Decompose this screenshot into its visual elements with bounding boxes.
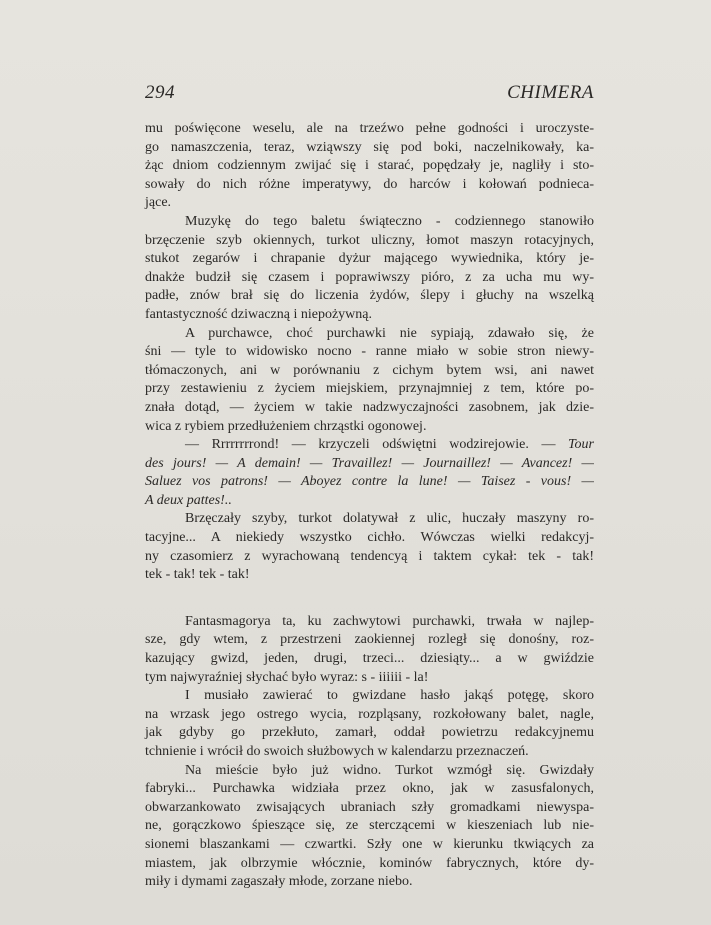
text-line: tym najwyraźniej słychać było wyraz: s - iiiiii - la! [145, 669, 429, 685]
text-line: A purchawce, choć purchawki nie sypiają, zdawało się, że [185, 325, 594, 341]
text-line [145, 436, 594, 455]
paragraph [145, 120, 594, 213]
paragraph [145, 687, 594, 761]
text-line: fabryki... Purchawka widziała przez okno, jak w zasusfalonych, [145, 781, 594, 797]
text-line: Muzykę do tego baletu świąteczno - codziennego stanowiło [185, 213, 594, 229]
dialogue-text: — Rrrrrrrrond! — krzyczeli odświętni wodzirejowie. — [185, 437, 556, 453]
text-line: Saluez vos patrons! — Aboyez contre la lune! — Taisez - vous! — [145, 474, 594, 490]
body-text [145, 120, 594, 892]
text-line: brzęczenie szyb okiennych, turkot uliczny, łomot maszyn rotacyjnych, [145, 232, 594, 248]
text-line: Fantasmagorya ta, ku zachwytowi purchawki, trwała w najlep- [185, 613, 594, 629]
text-line: go namaszczenia, teraz, wziąwszy się pod boki, naczelnikowały, ka- [145, 139, 594, 155]
paragraph [145, 325, 594, 437]
text-line: tchnienie i wrócił do swoich służbowych w kalendarzu przeznaczeń. [145, 744, 529, 759]
dialogue-italic: Tour [568, 437, 594, 453]
text-line: des jours! — A demain! — Travaillez! — Journaillez! — Avancez! — [145, 455, 594, 471]
text-line: padłe, znów brał się do liczenia żydów, ślepy i głuchy na wszelką [145, 288, 594, 304]
text-line: jak gdyby go przekłuto, zamarł, oddał powietrzu redakcyjnemu [145, 725, 594, 741]
text-line: mu poświęcone weselu, ale na trzeźwo pełne godności i uroczyste- [145, 121, 594, 136]
page-number: 294 [145, 82, 175, 103]
paragraph [145, 510, 594, 584]
running-title: CHIMERA [507, 82, 594, 103]
paragraph [145, 613, 594, 687]
text-line: żąc dniom codziennym zwijać się i starać, popędzały je, nagliły i sto- [145, 158, 594, 174]
page-header [145, 82, 594, 110]
text-line: Brzęczały szyby, turkot dolatywał z ulic, huczały maszyny ro- [185, 511, 594, 527]
text-line: tacyjne... A niekiedy wszystko cichło. Wówczas wielki redakcyj- [145, 530, 594, 546]
text-line: tłómaczonych, ani w porównaniu z cichym bytem wsi, ani nawet [145, 362, 594, 378]
text-line: jące. [145, 195, 172, 211]
text-line: na wrzask jego ostrego wycia, rozpląsany, rozkołowany balet, nagle, [145, 706, 594, 722]
text-line: ny czasomierz z wyrachowaną tendencyą i taktem cykał: tek - tak! [145, 548, 594, 564]
text-line: I musiało zawierać to gwizdane hasło jakąś potęgę, skoro [185, 688, 594, 704]
text-line: miastem, jak olbrzymie włócznie, kominów fabrycznych, które dy- [145, 855, 594, 871]
text-line: wica z rybiem przedłużeniem chrząstki ogonowej. [145, 418, 427, 434]
text-line: A deux pattes!.. [145, 492, 232, 508]
text-line: przy zestawieniu z życiem miejskiem, przynajmniej z tem, które po- [145, 381, 594, 397]
text-line: stukot zegarów i chrapanie dyżur mającego wywiednika, który je- [145, 251, 594, 267]
text-line: kazujący gwizd, jeden, drugi, trzeci... dziesiąty... a w gwiździe [145, 651, 594, 667]
paragraph [145, 213, 594, 325]
text-line: obwarzankowato zwisających ubraniach szły gromadkami niewyspa- [145, 799, 594, 815]
text-line: sze, gdy wtem, z przestrzeni zaokiennej rozległ się donośny, roz- [145, 632, 594, 648]
text-line: dnakże budził się czasem i poprawiwszy pióro, z za ucha mu wy- [145, 269, 594, 285]
section-break [145, 585, 594, 613]
paragraph [145, 436, 594, 510]
text-line: sowały do nich różne imperatywy, do harców i kołowań podnieca- [145, 176, 594, 192]
paragraph [145, 762, 594, 892]
text-line: ne, gorączkowo śpieszące się, ze sterczącemi w kieszeniach lub nie- [145, 818, 594, 834]
text-line: sionemi blaszankami — czwartki. Szły one w kierunku tkwiących za [145, 836, 594, 852]
text-line: fantastyczność dziwaczną i niepożywną. [145, 306, 373, 322]
text-line: tek - tak! tek - tak! [145, 567, 250, 583]
text-line: Na mieście było już widno. Turkot wzmógł się. Gwizdały [185, 762, 594, 778]
text-line: miły i dymami zagaszały młode, zorzane niebo. [145, 874, 413, 890]
text-line: znała dotąd, — życiem w takie nadzwyczajności zasobnem, jak dzie- [145, 399, 594, 415]
text-line: śni — tyle to widowisko nocno - ranne miało w sobie stron niewy- [145, 344, 594, 360]
